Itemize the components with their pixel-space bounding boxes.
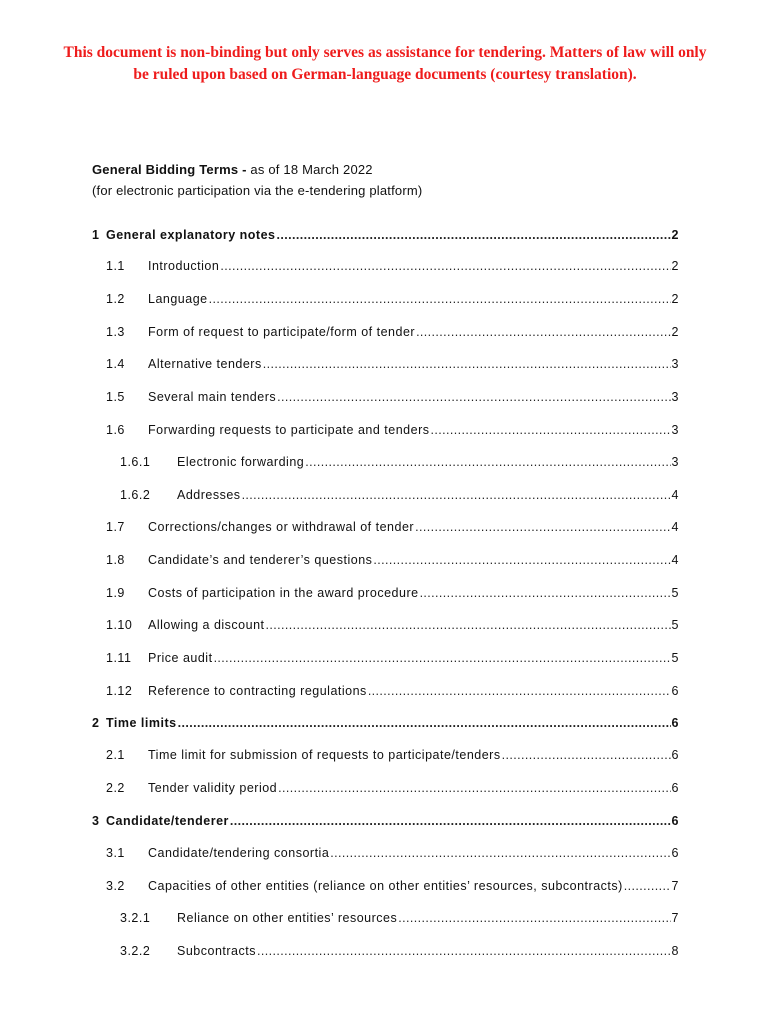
toc-number: 1.12 bbox=[106, 684, 133, 698]
toc-leader bbox=[330, 846, 670, 860]
toc-leader bbox=[368, 684, 671, 698]
toc-leader bbox=[416, 325, 670, 339]
toc-leader bbox=[398, 911, 670, 925]
toc-leader bbox=[415, 520, 670, 534]
toc-number: 3.2 bbox=[106, 879, 125, 893]
toc-number: 3 bbox=[92, 814, 100, 828]
toc-leader bbox=[277, 390, 670, 404]
toc-label: Allowing a discount bbox=[148, 618, 265, 632]
toc-leader bbox=[430, 423, 670, 437]
toc-entry[interactable] bbox=[0, 879, 770, 897]
toc-entry[interactable] bbox=[0, 357, 770, 375]
toc-label: Reliance on other entities’ resources bbox=[177, 911, 398, 925]
toc-entry[interactable] bbox=[0, 455, 770, 473]
translation-notice: This document is non-binding but only serves as assistance for tendering. Matters of law will only be ruled upon based on German-language documents (courtesy translation). bbox=[63, 44, 707, 83]
toc-number: 1.10 bbox=[106, 618, 133, 632]
toc-page: 2 bbox=[671, 325, 679, 339]
toc-number: 1.6.1 bbox=[120, 455, 151, 469]
toc-page: 6 bbox=[671, 781, 679, 795]
toc-page: 5 bbox=[671, 586, 679, 600]
toc-label: Time limits bbox=[106, 716, 177, 730]
toc-number: 2 bbox=[92, 716, 100, 730]
toc-entry[interactable] bbox=[0, 390, 770, 408]
toc-label: Capacities of other entities (reliance on other entities’ resources, subcontracts) bbox=[148, 879, 623, 893]
toc-number: 1.11 bbox=[106, 651, 132, 665]
toc-label: Several main tenders bbox=[148, 390, 277, 404]
toc-label: Alternative tenders bbox=[148, 357, 262, 371]
toc-entry[interactable] bbox=[0, 684, 770, 702]
toc-label: Time limit for submission of requests to participate/tenders bbox=[148, 748, 501, 762]
toc-number: 3.2.2 bbox=[120, 944, 151, 958]
toc-entry[interactable] bbox=[0, 781, 770, 799]
toc-entry[interactable] bbox=[0, 228, 770, 246]
toc-label: Corrections/changes or withdrawal of tender bbox=[148, 520, 415, 534]
toc-entry[interactable] bbox=[0, 520, 770, 538]
toc-page: 3 bbox=[671, 455, 679, 469]
toc-page: 4 bbox=[671, 553, 679, 567]
toc-number: 1.2 bbox=[106, 292, 125, 306]
toc-page: 4 bbox=[671, 520, 679, 534]
toc-leader bbox=[214, 651, 671, 665]
toc-leader bbox=[266, 618, 671, 632]
toc-label: Form of request to participate/form of tender bbox=[148, 325, 416, 339]
toc-number: 1.5 bbox=[106, 390, 125, 404]
toc-entry[interactable] bbox=[0, 553, 770, 571]
toc-label: General explanatory notes bbox=[106, 228, 276, 242]
toc-page: 7 bbox=[671, 911, 679, 925]
toc-leader bbox=[178, 716, 671, 730]
toc-entry[interactable] bbox=[0, 651, 770, 669]
toc-leader bbox=[373, 553, 670, 567]
toc-label: Language bbox=[148, 292, 208, 306]
toc-label: Introduction bbox=[148, 259, 220, 273]
toc-entry[interactable] bbox=[0, 716, 770, 734]
toc-entry[interactable] bbox=[0, 618, 770, 636]
toc-label: Candidate/tendering consortia bbox=[148, 846, 330, 860]
toc-leader bbox=[230, 814, 671, 828]
toc-leader bbox=[420, 586, 671, 600]
title-date: as of 18 March 2022 bbox=[246, 162, 373, 177]
toc-page: 6 bbox=[671, 716, 679, 730]
toc-page: 6 bbox=[671, 684, 679, 698]
toc-label: Reference to contracting regulations bbox=[148, 684, 367, 698]
toc-page: 5 bbox=[671, 651, 679, 665]
toc-page: 8 bbox=[671, 944, 679, 958]
toc-page: 3 bbox=[671, 390, 679, 404]
title-bold: General Bidding Terms - bbox=[92, 162, 247, 177]
toc-label: Candidate/tenderer bbox=[106, 814, 229, 828]
toc-page: 6 bbox=[671, 748, 679, 762]
toc-page: 2 bbox=[671, 292, 679, 306]
toc-number: 1.3 bbox=[106, 325, 125, 339]
toc-number: 1.4 bbox=[106, 357, 125, 371]
toc-leader bbox=[242, 488, 671, 502]
toc-entry[interactable] bbox=[0, 292, 770, 310]
toc-number: 3.2.1 bbox=[120, 911, 151, 925]
toc-leader bbox=[624, 879, 671, 893]
toc-label: Forwarding requests to participate and tenders bbox=[148, 423, 430, 437]
toc-leader bbox=[263, 357, 671, 371]
toc-leader bbox=[209, 292, 671, 306]
toc-page: 3 bbox=[671, 357, 679, 371]
toc-number: 3.1 bbox=[106, 846, 125, 860]
toc-number: 2.2 bbox=[106, 781, 125, 795]
toc-page: 2 bbox=[671, 259, 679, 273]
toc-entry[interactable] bbox=[0, 748, 770, 766]
document-subtitle: (for electronic participation via the e-tendering platform) bbox=[92, 183, 423, 198]
toc-page: 2 bbox=[671, 228, 679, 242]
document-title-block bbox=[92, 159, 422, 201]
toc-label: Subcontracts bbox=[177, 944, 256, 958]
toc-label: Price audit bbox=[148, 651, 213, 665]
toc-leader bbox=[305, 455, 670, 469]
toc-label: Tender validity period bbox=[148, 781, 278, 795]
toc-number: 1.6 bbox=[106, 423, 125, 437]
toc-page: 3 bbox=[671, 423, 679, 437]
toc-page: 4 bbox=[671, 488, 679, 502]
toc-entry[interactable] bbox=[0, 259, 770, 277]
toc-entry[interactable] bbox=[0, 944, 770, 962]
toc-label: Electronic forwarding bbox=[177, 455, 305, 469]
toc-number: 2.1 bbox=[106, 748, 125, 762]
toc-label: Addresses bbox=[177, 488, 241, 502]
toc-entry[interactable] bbox=[0, 814, 770, 832]
toc-entry[interactable] bbox=[0, 846, 770, 864]
toc-number: 1.6.2 bbox=[120, 488, 151, 502]
toc-page: 6 bbox=[671, 846, 679, 860]
toc-page: 5 bbox=[671, 618, 679, 632]
toc-entry[interactable] bbox=[0, 325, 770, 343]
toc-number: 1 bbox=[92, 228, 100, 242]
toc-leader bbox=[278, 781, 670, 795]
toc-leader bbox=[502, 748, 671, 762]
toc-number: 1.1 bbox=[106, 259, 125, 273]
toc-number: 1.7 bbox=[106, 520, 125, 534]
toc-page: 7 bbox=[671, 879, 679, 893]
toc-leader bbox=[220, 259, 670, 273]
toc-leader bbox=[257, 944, 671, 958]
document-title bbox=[92, 159, 422, 180]
toc-entry[interactable] bbox=[0, 488, 770, 506]
toc-number: 1.9 bbox=[106, 586, 125, 600]
toc-entry[interactable] bbox=[0, 586, 770, 604]
toc-leader bbox=[277, 228, 671, 242]
toc-entry[interactable] bbox=[0, 423, 770, 441]
toc-number: 1.8 bbox=[106, 553, 125, 567]
toc-entry[interactable] bbox=[0, 911, 770, 929]
toc-label: Candidate’s and tenderer’s questions bbox=[148, 553, 373, 567]
toc-label: Costs of participation in the award procedure bbox=[148, 586, 419, 600]
toc-page: 6 bbox=[671, 814, 679, 828]
